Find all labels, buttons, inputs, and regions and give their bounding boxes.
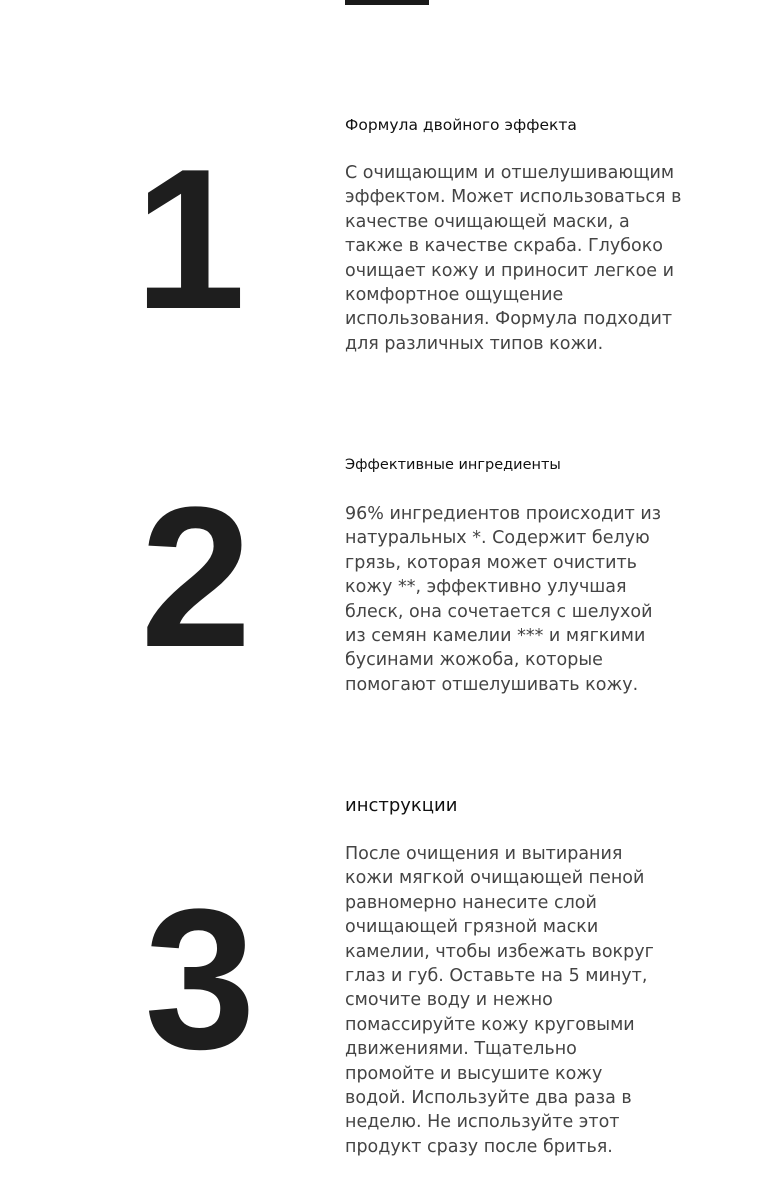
description-line: для различных типов кожи.: [345, 333, 604, 354]
description-line: С очищающим и отшелушивающим: [345, 163, 675, 183]
description-line: комфортное ощущение: [345, 285, 564, 306]
step-number-2: 2: [140, 466, 252, 689]
description-line: смочите воду и нежно: [345, 990, 553, 1011]
description-line: 96% ингредиентов происходит из: [345, 504, 662, 524]
description-line: из семян камелии *** и мягкими: [345, 626, 646, 647]
description-line: кожи мягкой очищающей пеной: [345, 868, 645, 889]
description-line: также в качестве скраба. Глубоко: [345, 236, 663, 257]
description-line: неделю. Не используйте этот: [345, 1112, 620, 1133]
description-line: промойте и высушите кожу: [345, 1063, 603, 1084]
description-line: качестве очищающей маски, а: [345, 211, 630, 232]
description-line: использования. Формула подходит: [345, 309, 673, 330]
description-line: очищающей грязной маски: [345, 917, 599, 938]
description-line: продукт сразу после бритья.: [345, 1136, 613, 1157]
step-number-1: 1: [134, 128, 242, 351]
description-line: кожу **, эффективно улучшая: [345, 577, 627, 598]
description-line: натуральных *. Содержит белую: [345, 528, 650, 549]
description-line: бусинами жожоба, которые: [345, 650, 603, 671]
section-3-heading: инструкции: [345, 795, 458, 816]
description-line: глаз и губ. Оставьте на 5 минут,: [345, 966, 648, 987]
description-line: движениями. Тщательно: [345, 1039, 577, 1060]
description-line: водой. Используйте два раза в: [345, 1088, 632, 1109]
description-line: помогают отшелушивать кожу.: [345, 674, 639, 695]
description-line: равномерно нанесите слой: [345, 892, 597, 913]
section-3-description: [345, 842, 685, 1159]
section-2-heading: Эффективные ингредиенты: [345, 457, 561, 473]
step-number-3: 3: [144, 868, 256, 1091]
description-line: эффектом. Может использоваться в: [345, 187, 682, 208]
top-divider-bar: [345, 0, 429, 5]
section-1-description: [345, 161, 685, 356]
section-2-description: [345, 502, 685, 697]
description-line: блеск, она сочетается с шелухой: [345, 601, 653, 622]
description-line: После очищения и вытирания: [345, 844, 623, 864]
description-line: камелии, чтобы избежать вокруг: [345, 941, 654, 962]
description-line: грязь, которая может очистить: [345, 552, 637, 573]
section-1-heading: Формула двойного эффекта: [345, 116, 577, 134]
description-line: очищает кожу и приносит легкое и: [345, 260, 674, 281]
description-line: помассируйте кожу круговыми: [345, 1014, 635, 1035]
